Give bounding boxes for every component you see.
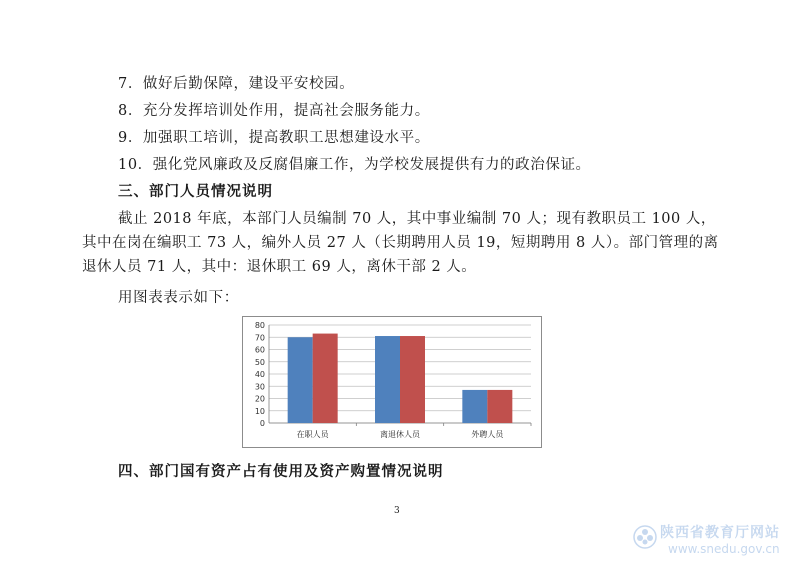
chart-intro-text: 用图表表示如下： [118,290,239,306]
y-tick-label: 40 [254,370,265,379]
y-tick-label: 30 [254,382,265,392]
list-item-8: 8．充分发挥培训处作用，提高社会服务能力。 [118,103,430,119]
x-tick-label: 在职人员 [296,430,329,439]
chart-bar [375,336,400,423]
flower-logo-icon [632,524,658,550]
chart-bar [462,390,487,423]
staff-paragraph-line: 截止 2018 年底，本部门人员编制 70 人，其中事业编制 70 人；现有教职员工 100 人， [118,211,716,227]
staff-bar-chart [242,316,542,448]
section-heading-staff: 三、部门人员情况说明 [118,184,273,200]
list-item-9: 9．加强职工培训，提高教职工思想建设水平。 [118,130,430,146]
y-tick-label: 20 [254,394,265,404]
site-watermark [630,522,800,562]
x-tick-label: 离退休人员 [380,430,420,439]
staff-paragraph-line: 退休人员 71 人，其中：退休职工 69 人，离休干部 2 人。 [82,259,477,275]
chart-canvas [243,317,541,447]
staff-paragraph [82,207,722,279]
chart-bar [487,390,512,423]
list-item-10: 10．强化党风廉政及反腐倡廉工作，为学校发展提供有力的政治保证。 [118,157,591,173]
chart-bar [400,336,425,423]
staff-paragraph-line: 其中在岗在编职工 73 人，编外人员 27 人（长期聘用人员 19，短期聘用 8 人）。部门管理的离 [82,235,719,251]
y-tick-label: 0 [259,419,265,428]
chart-bar [288,337,313,423]
y-tick-label: 70 [254,333,265,343]
y-tick-label: 10 [254,406,265,416]
page-number: 3 [394,506,400,516]
x-tick-label: 外聘人员 [471,430,504,439]
y-tick-label: 60 [254,345,265,355]
watermark-title: 陕西省教育厅网站 [660,525,780,541]
watermark-url: www.snedu.gov.cn [668,542,780,556]
section-heading-assets: 四、部门国有资产占有使用及资产购置情况说明 [118,464,444,480]
y-tick-label: 50 [254,357,265,367]
y-tick-label: 80 [254,321,265,330]
list-item-7: 7．做好后勤保障，建设平安校园。 [118,76,355,92]
chart-bar [313,334,338,423]
